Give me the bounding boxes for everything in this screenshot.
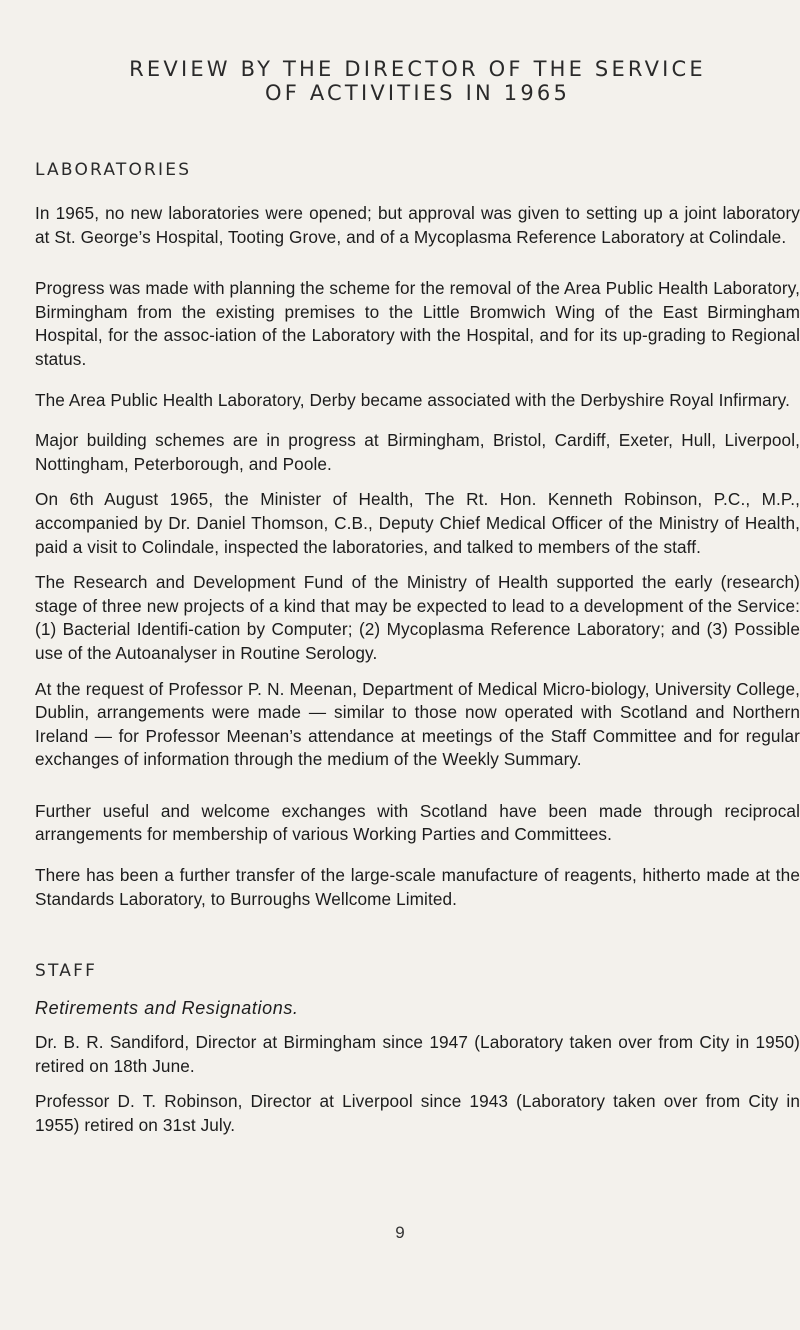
laboratories-paragraph-2: Progress was made with planning the scheme for the removal of the Area Public Health Laboratory, Birmingham from the existing premises to the Little Bromwich Wing of the East Birmingham Hospital, for the assoc-iation of the Laboratory with the Hospital, and for its up-grading to Regional status. bbox=[35, 278, 800, 369]
title-line-1: REVIEW BY THE DIRECTOR OF THE SERVICE bbox=[129, 57, 706, 81]
retirements-subheading: Retirements and Resignations. bbox=[35, 998, 299, 1019]
document-page bbox=[35, 57, 800, 1138]
laboratories-paragraph-5: On 6th August 1965, the Minister of Health, The Rt. Hon. Kenneth Robinson, P.C., M.P., accompanied by Dr. Daniel Thomson, C.B., Deputy Chief Medical Officer of the Ministry of Health, paid a visit to Colindale, inspected the laboratories, and talked to members of the staff. bbox=[35, 489, 800, 557]
laboratories-paragraph-7: At the request of Professor P. N. Meenan, Department of Medical Micro-biology, University College, Dublin, arrangements were made — similar to those now operated with Scotland and Northern Ireland — for Professor Meenan’s attendance at meetings of the Staff Committee and for regular exchanges of information through the medium of the Weekly Summary. bbox=[35, 678, 800, 770]
staff-heading: STAFF bbox=[35, 961, 98, 982]
laboratories-paragraph-4: Major building schemes are in progress at Birmingham, Bristol, Cardiff, Exeter, Hull, Liverpool, Nottingham, Peterborough, and Poole. bbox=[35, 430, 800, 474]
staff-paragraph-1: Dr. B. R. Sandiford, Director at Birmingham since 1947 (Laboratory taken over from City in 1950) retired on 18th June. bbox=[35, 1032, 800, 1076]
title-line-2: OF ACTIVITIES IN 1965 bbox=[264, 81, 571, 105]
laboratories-paragraph-9: There has been a further transfer of the large-scale manufacture of reagents, hitherto made at the Standards Laboratory, to Burroughs Wellcome Limited. bbox=[35, 865, 800, 909]
page-number: 9 bbox=[395, 1223, 405, 1242]
staff-paragraph-2: Professor D. T. Robinson, Director at Liverpool since 1943 (Laboratory taken over from City in 1955) retired on 31st July. bbox=[35, 1091, 800, 1136]
laboratories-heading: LABORATORIES bbox=[35, 160, 192, 180]
laboratories-paragraph-1: In 1965, no new laboratories were opened; but approval was given to setting up a joint laboratory at St. George’s Hospital, Tooting Grove, and of a Mycoplasma Reference Laboratory at Colindale. bbox=[35, 203, 800, 247]
laboratories-paragraph-6: The Research and Development Fund of the Ministry of Health supported the early (research) stage of three new projects of a kind that may be expected to lead to a development of the Service: (1) Bacterial Identifi-cation by Computer; (2) Mycoplasma Reference Laboratory; and (3) Possible use of the Autoanalyser in Routine Serology. bbox=[35, 572, 800, 663]
laboratories-paragraph-3: The Area Public Health Laboratory, Derby became associated with the Derbyshire Royal Infirmary. bbox=[35, 389, 790, 410]
document-title bbox=[35, 57, 800, 105]
laboratories-paragraph-8: Further useful and welcome exchanges with Scotland have been made through reciprocal arrangements for membership of various Working Parties and Committees. bbox=[35, 800, 800, 845]
